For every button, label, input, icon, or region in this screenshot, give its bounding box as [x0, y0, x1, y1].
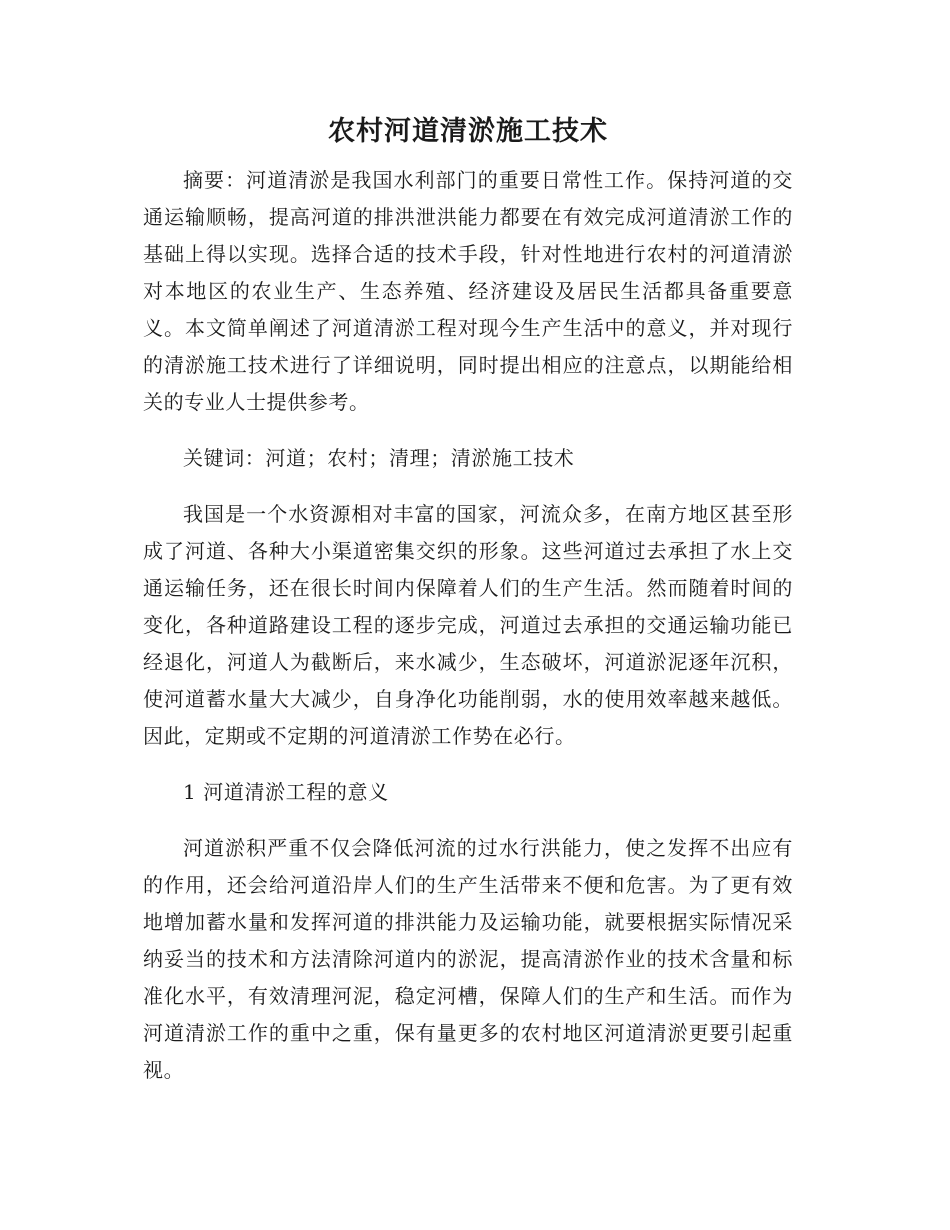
document-title: 农村河道清淤施工技术: [328, 116, 608, 147]
section-body-paragraph: 河道淤积严重不仅会降低河流的过水行洪能力，使之发挥不出应有的作用，还会给河道沿岸人们的生产生活带来不便和危害。为了更有效地增加蓄水量和发挥河道的排洪能力及运输功能，就要根据实际情况采纳妥当的技术和方法清除河道内的淤泥，提高清淤作业的技术含量和标准化水平，有效清理河泥，稳定河槽，保障人们的生产和生活。而作为河道清淤工作的重中之重，保有量更多的农村地区河道清淤更要引起重视。: [143, 836, 793, 1082]
abstract-paragraph: 摘要：河道清淤是我国水利部门的重要日常性工作。保持河道的交通运输顺畅，提高河道的排洪泄洪能力都要在有效完成河道清淤工作的基础上得以实现。选择合适的技术手段，针对性地进行农村的河道清淤对本地区的农业生产、生态养殖、经济建设及居民生活都具备重要意义。本文简单阐述了河道清淤工程对现今生产生活中的意义，并对现行的清淤施工技术进行了详细说明，同时提出相应的注意点，以期能给相关的专业人士提供参考。: [143, 168, 793, 414]
keywords-line: 关键词：河道；农村；清理；清淤施工技术: [183, 446, 575, 470]
section-heading: 1 河道清淤工程的意义: [183, 780, 389, 804]
document-body: [143, 112, 793, 1108]
intro-paragraph: 我国是一个水资源相对丰富的国家，河流众多，在南方地区甚至形成了河道、各种大小渠道密集交织的形象。这些河道过去承担了水上交通运输任务，还在很长时间内保障着人们的生产生活。然而随着时间的变化，各种道路建设工程的逐步完成，河道过去承担的交通运输功能已经退化，河道人为截断后，来水减少，生态破坏，河道淤泥逐年沉积，使河道蓄水量大大减少，自身净化功能削弱，水的使用效率越来越低。因此，定期或不定期的河道清淤工作势在必行。: [143, 502, 793, 748]
